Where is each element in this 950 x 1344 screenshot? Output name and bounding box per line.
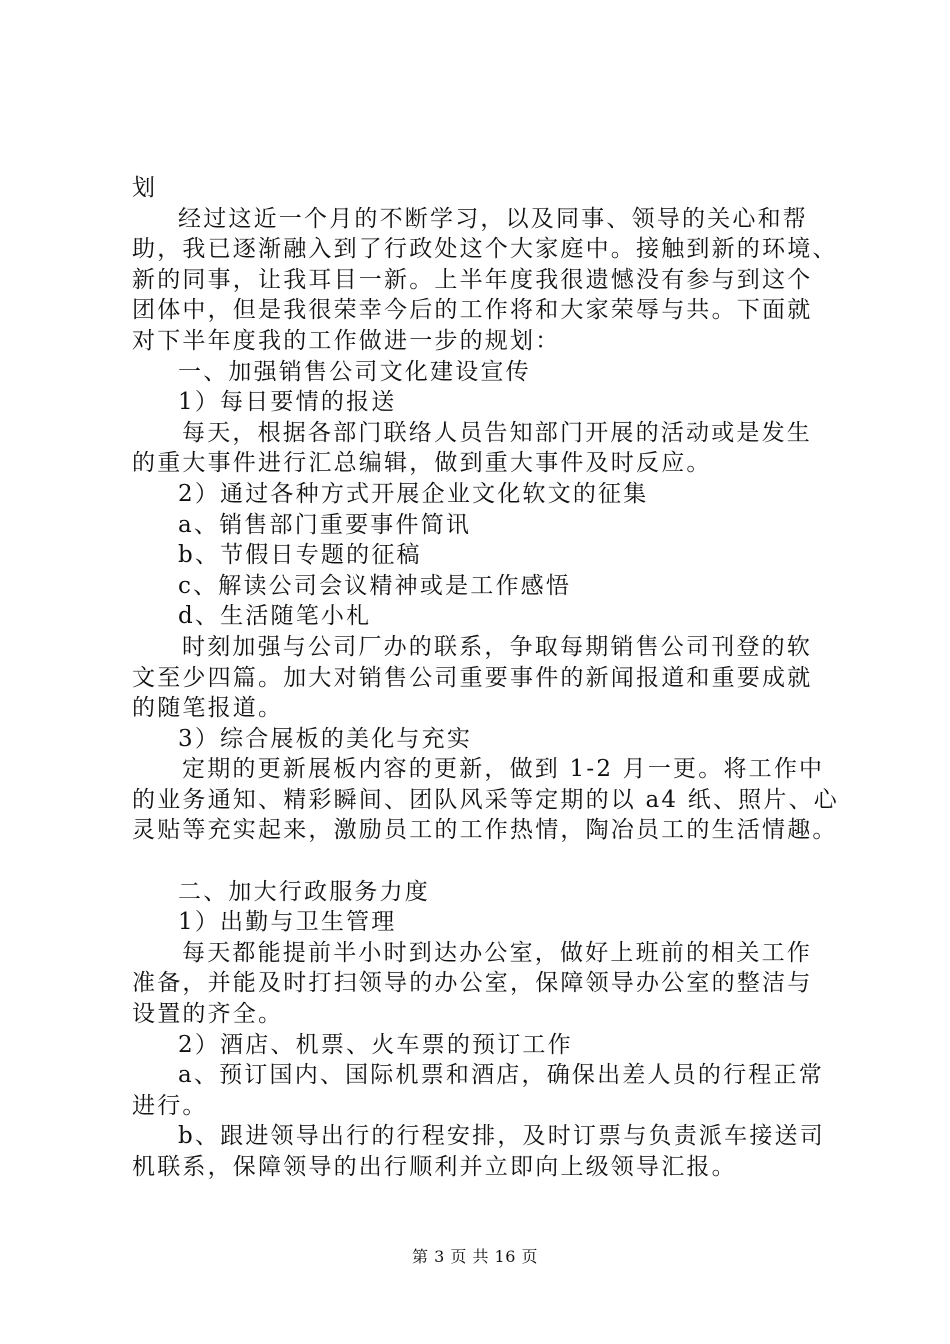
text-line: 的随笔报道。: [132, 695, 284, 722]
text-line: 的业务通知、精彩瞬间、团队风采等定期的以 a4 纸、照片、心: [132, 786, 839, 813]
text-line: 对下半年度我的工作做进一步的规划：: [132, 327, 561, 354]
text-line: 的重大事件进行汇总编辑，做到重大事件及时反应。: [132, 450, 712, 477]
text-line: 一、加强销售公司文化建设宣传: [178, 358, 531, 385]
text-line: 定期的更新展板内容的更新，做到 1-2 月一更。将工作中: [182, 756, 825, 783]
text-line: 3）综合展板的美化与充实: [178, 725, 473, 752]
text-line: 进行。: [132, 1092, 208, 1119]
text-line: c、解读公司会议精神或是工作感悟: [178, 572, 572, 599]
text-line: 2）通过各种方式开展企业文化软文的征集: [178, 480, 649, 507]
text-line: a、销售部门重要事件简讯: [178, 511, 472, 538]
blank-line: [132, 846, 844, 877]
text-line: 每天，根据各部门联络人员告知部门开展的活动或是发生: [182, 419, 812, 446]
text-line: a、预订国内、国际机票和酒店，确保出差人员的行程正常: [178, 1062, 824, 1089]
text-line: 准备，并能及时打扫领导的办公室，保障领导办公室的整洁与: [132, 970, 813, 997]
text-line: 1）每日要情的报送: [178, 389, 397, 416]
text-line: 1）出勤与卫生管理: [178, 909, 397, 936]
text-line: 新的同事，让我耳目一新。上半年度我很遗憾没有参与到这个: [132, 266, 813, 293]
text-line: 经过这近一个月的不断学习，以及同事、领导的关心和帮: [178, 205, 808, 232]
text-line: 助，我已逐渐融入到了行政处这个大家庭中。接触到新的环境、: [132, 236, 838, 263]
text-line: 设置的齐全。: [132, 1001, 284, 1028]
document-body: [132, 173, 844, 1183]
text-line: b、节假日专题的征稿: [178, 542, 422, 569]
text-line: 时刻加强与公司厂办的联系，争取每期销售公司刊登的软: [182, 633, 812, 660]
text-line: d、生活随笔小札: [178, 603, 372, 630]
page-footer: 第 3 页 共 16 页: [412, 1247, 538, 1266]
text-line: 灵贴等充实起来，激励员工的工作热情，陶冶员工的生活情趣。: [132, 817, 838, 844]
text-line: 二、加大行政服务力度: [178, 878, 430, 905]
text-line: 每天都能提前半小时到达办公室，做好上班前的相关工作: [182, 939, 812, 966]
text-line: 机联系，保障领导的出行顺利并立即向上级领导汇报。: [132, 1154, 737, 1180]
text-line: 团体中，但是我很荣幸今后的工作将和大家荣辱与共。下面就: [132, 297, 813, 324]
text-line: 划: [132, 175, 158, 201]
text-line: 2）酒店、机票、火车票的预订工作: [178, 1031, 573, 1058]
text-line: b、跟进领导出行的行程安排，及时订票与负责派车接送司: [178, 1123, 825, 1150]
text-line: 文至少四篇。加大对销售公司重要事件的新闻报道和重要成就: [132, 664, 813, 691]
